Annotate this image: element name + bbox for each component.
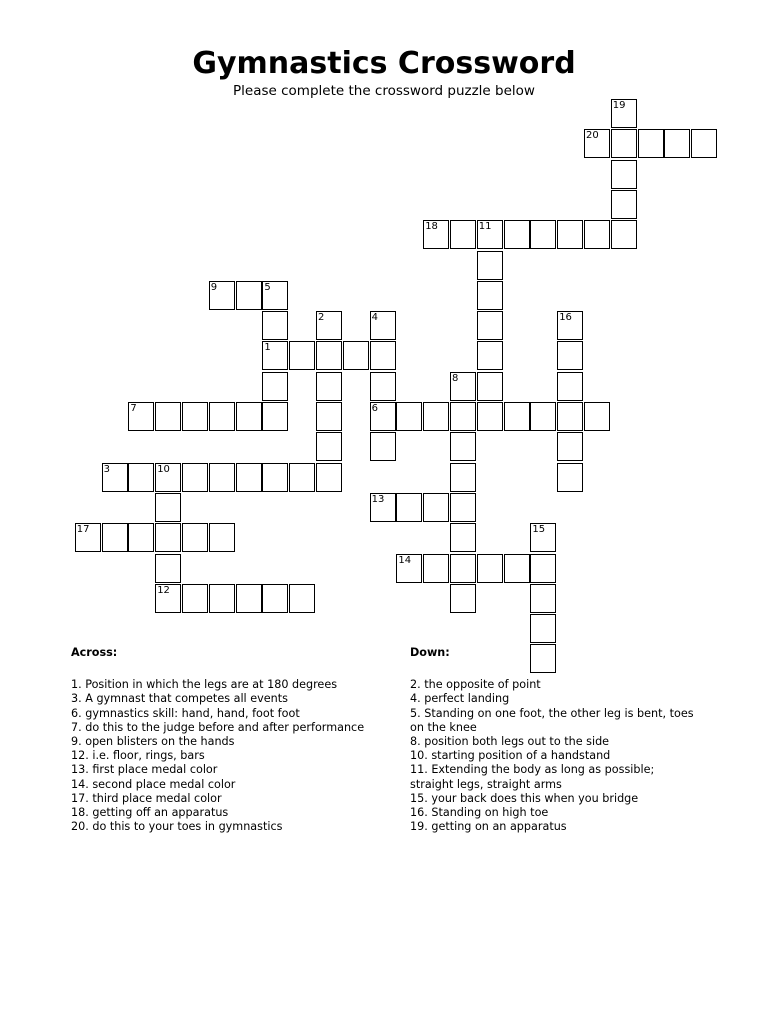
grid-cell[interactable]	[557, 372, 583, 401]
clue-number: 6	[371, 403, 378, 414]
grid-cell[interactable]	[209, 281, 235, 310]
grid-cell[interactable]	[557, 463, 583, 492]
grid-cell[interactable]	[423, 220, 449, 249]
grid-cell[interactable]	[477, 281, 503, 310]
grid-cell[interactable]	[450, 463, 476, 492]
across-clue-9: 9. open blisters on the hands	[71, 735, 235, 749]
down-clue-15: 15. your back does this when you bridge	[410, 791, 639, 805]
clue-number: 17	[76, 524, 90, 536]
grid-cell[interactable]	[128, 402, 154, 431]
clue-number: 8	[452, 372, 459, 384]
clue-number: 14	[398, 554, 412, 566]
grid-cell[interactable]	[370, 311, 396, 340]
down-clue-5: 5. Standing on one foot, the other leg is bent, toes on the knee	[410, 706, 694, 734]
across-clue-7: 7. do this to the judge before and after performance	[71, 720, 365, 734]
grid-cell[interactable]	[477, 402, 503, 431]
clue-number: 13	[371, 493, 385, 505]
grid-cell[interactable]	[289, 341, 315, 370]
grid-cell[interactable]	[396, 493, 422, 522]
grid-cell[interactable]	[182, 463, 208, 492]
grid-cell[interactable]	[262, 372, 288, 401]
grid-cell[interactable]	[477, 554, 503, 583]
grid-cell[interactable]	[236, 584, 262, 613]
clue-number: 3	[103, 463, 110, 475]
grid-cell[interactable]	[450, 432, 476, 461]
grid-cell[interactable]	[262, 402, 288, 431]
grid-cell[interactable]	[450, 402, 476, 431]
across-clue-18: 18. getting off an apparatus	[71, 806, 229, 820]
grid-cell[interactable]	[262, 463, 288, 492]
grid-cell[interactable]	[611, 190, 637, 219]
grid-cell[interactable]	[396, 402, 422, 431]
grid-cell[interactable]	[316, 463, 342, 492]
grid-cell[interactable]	[262, 281, 288, 310]
grid-cell[interactable]	[209, 523, 235, 552]
grid-cell[interactable]	[236, 281, 262, 310]
grid-cell[interactable]	[155, 463, 181, 492]
grid-cell[interactable]	[450, 554, 476, 583]
grid-cell[interactable]	[289, 584, 315, 613]
clue-number: 11	[478, 221, 492, 233]
grid-cell[interactable]	[262, 341, 288, 370]
across-clue-12: 12. i.e. floor, rings, bars	[71, 749, 205, 763]
grid-cell[interactable]	[584, 129, 610, 158]
across-clue-14: 14. second place medal color	[71, 777, 236, 791]
grid-cell[interactable]	[557, 402, 583, 431]
grid-cell[interactable]	[128, 463, 154, 492]
grid-cell[interactable]	[530, 554, 556, 583]
grid-cell[interactable]	[316, 372, 342, 401]
grid-cell[interactable]	[450, 523, 476, 552]
grid-cell[interactable]	[450, 372, 476, 401]
down-clue-4: 4. perfect landing	[410, 692, 510, 706]
grid-cell[interactable]	[236, 402, 262, 431]
down-clue-2: 2. the opposite of point	[410, 678, 541, 692]
clue-number: 20	[586, 130, 599, 142]
across-clue-13: 13. first place medal color	[71, 763, 218, 777]
grid-cell[interactable]	[664, 129, 690, 158]
grid-cell[interactable]	[638, 129, 664, 158]
grid-cell[interactable]	[530, 614, 556, 643]
grid-cell[interactable]	[155, 584, 181, 613]
grid-cell[interactable]	[289, 463, 315, 492]
grid-cell[interactable]	[557, 341, 583, 370]
grid-cell[interactable]	[128, 523, 154, 552]
across-clue-20: 20. do this to your toes in gymnastics	[71, 820, 283, 834]
grid-cell[interactable]	[477, 251, 503, 280]
grid-cell[interactable]	[316, 432, 342, 461]
down-clues	[410, 646, 700, 834]
grid-cell[interactable]	[611, 129, 637, 158]
grid-cell[interactable]	[477, 220, 503, 249]
grid-cell[interactable]	[584, 220, 610, 249]
grid-cell[interactable]	[182, 523, 208, 552]
grid-cell[interactable]	[504, 220, 530, 249]
grid-cell[interactable]	[557, 432, 583, 461]
grid-cell[interactable]	[504, 554, 530, 583]
across-clues	[71, 646, 371, 834]
grid-cell[interactable]	[262, 311, 288, 340]
grid-cell[interactable]	[155, 554, 181, 583]
across-clue-3: 3. A gymnast that competes all events	[71, 692, 288, 706]
grid-cell[interactable]	[343, 341, 369, 370]
clue-number: 16	[559, 312, 572, 324]
grid-cell[interactable]	[611, 160, 637, 189]
grid-cell[interactable]	[530, 402, 556, 431]
grid-cell[interactable]	[691, 129, 717, 158]
grid-cell[interactable]	[530, 523, 556, 552]
grid-cell[interactable]	[155, 402, 181, 431]
grid-cell[interactable]	[370, 341, 396, 370]
clue-number: 9	[210, 281, 218, 293]
grid-cell[interactable]	[423, 402, 449, 431]
grid-cell[interactable]	[182, 402, 208, 431]
clue-number: 18	[425, 221, 438, 233]
clue-number: 4	[371, 312, 378, 324]
down-clue-19: 19. getting on an apparatus	[410, 820, 567, 834]
grid-cell[interactable]	[530, 584, 556, 613]
down-heading: Down:	[410, 646, 450, 659]
across-heading: Across:	[71, 646, 118, 659]
across-clue-1: 1. Position in which the legs are at 180 degrees	[71, 678, 338, 692]
grid-cell[interactable]	[370, 432, 396, 461]
grid-cell[interactable]	[611, 99, 637, 128]
grid-cell[interactable]	[155, 523, 181, 552]
page-title: Gymnastics Crossword	[192, 46, 576, 81]
grid-cell[interactable]	[450, 584, 476, 613]
grid-cell[interactable]	[370, 372, 396, 401]
clue-number: 12	[157, 584, 170, 596]
across-clue-6: 6. gymnastics skill: hand, hand, foot foot	[71, 706, 300, 720]
grid-cell[interactable]	[209, 463, 235, 492]
grid-cell[interactable]	[450, 220, 476, 249]
grid-cell[interactable]	[504, 402, 530, 431]
grid-cell[interactable]	[262, 584, 288, 613]
grid-cell[interactable]	[477, 372, 503, 401]
clue-number: 7	[130, 403, 137, 414]
grid-cell[interactable]	[209, 584, 235, 613]
down-clue-8: 8. position both legs out to the side	[410, 735, 610, 749]
grid-cell[interactable]	[370, 493, 396, 522]
grid-cell[interactable]	[236, 463, 262, 492]
clue-number: 15	[532, 524, 546, 536]
clue-number: 2	[318, 312, 325, 324]
grid-cell[interactable]	[102, 463, 128, 492]
grid-cell[interactable]	[611, 220, 637, 249]
grid-cell[interactable]	[316, 341, 342, 370]
clue-number: 19	[612, 100, 626, 111]
down-clue-16: 16. Standing on high toe	[410, 806, 549, 820]
grid-cell[interactable]	[102, 523, 128, 552]
grid-cell[interactable]	[75, 523, 101, 552]
page-subtitle: Please complete the crossword puzzle below	[233, 83, 535, 99]
grid-cell[interactable]	[557, 311, 583, 340]
grid-cell[interactable]	[557, 220, 583, 249]
grid-cell[interactable]	[530, 220, 556, 249]
grid-cell[interactable]	[316, 402, 342, 431]
clue-number: 10	[157, 463, 170, 475]
grid-cell[interactable]	[155, 493, 181, 522]
grid-cell[interactable]	[396, 554, 422, 583]
down-clue-11: 11. Extending the body as long as possible; straight legs, straight arms	[410, 763, 655, 791]
grid-cell[interactable]	[209, 402, 235, 431]
grid-cell[interactable]	[370, 402, 396, 431]
grid-cell[interactable]	[423, 554, 449, 583]
grid-cell[interactable]	[477, 311, 503, 340]
grid-cell[interactable]	[477, 341, 503, 370]
grid-cell[interactable]	[423, 493, 449, 522]
down-clue-10: 10. starting position of a handstand	[410, 749, 611, 763]
grid-cell[interactable]	[316, 311, 342, 340]
clue-number: 5	[264, 281, 271, 293]
across-clue-17: 17. third place medal color	[71, 791, 222, 805]
grid-cell[interactable]	[584, 402, 610, 431]
grid-cell[interactable]	[450, 493, 476, 522]
grid-cell[interactable]	[182, 584, 208, 613]
clue-number: 1	[264, 342, 271, 354]
